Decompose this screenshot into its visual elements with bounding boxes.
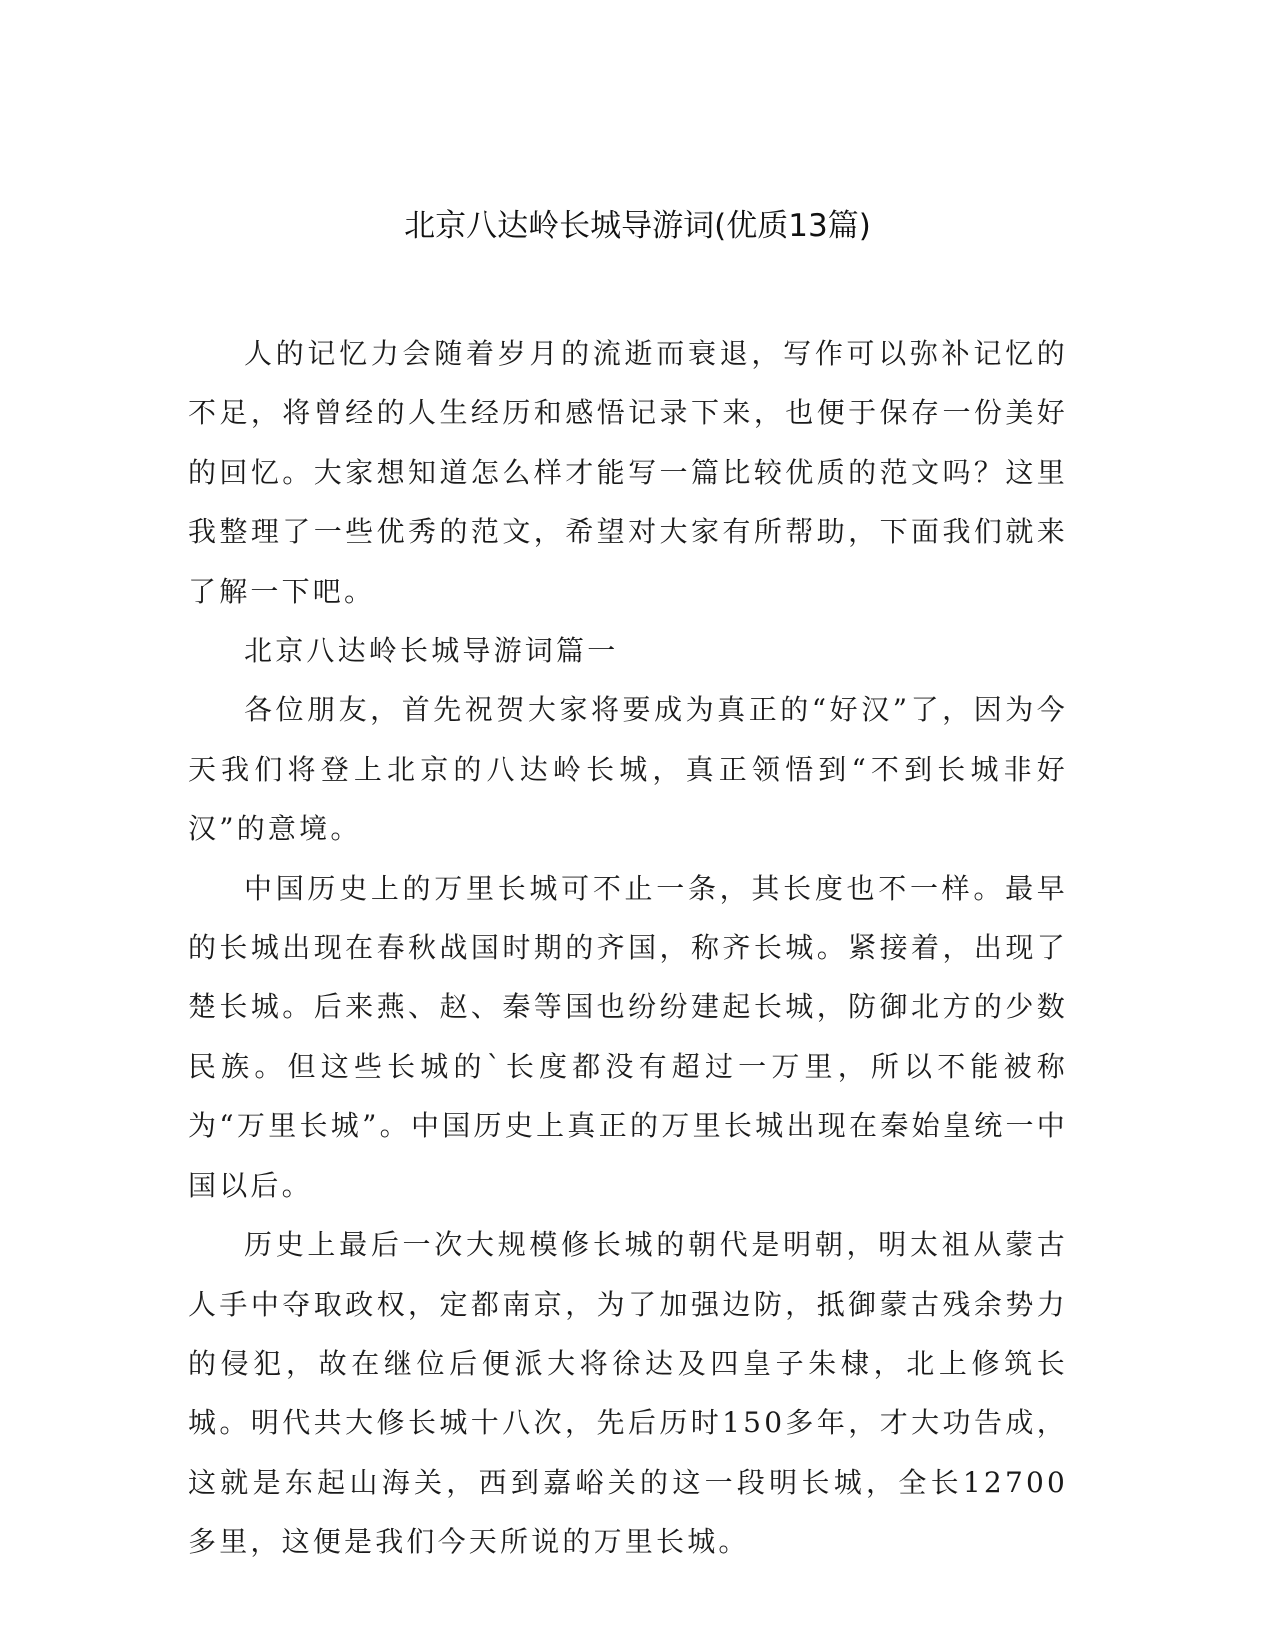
ming-dynasty-paragraph: 历史上最后一次大规模修长城的朝代是明朝，明太祖从蒙古人手中夺取政权，定都南京，为了加强边防，抵御蒙古残余势力的侵犯，故在继位后便派大将徐达及四皇子朱棣，北上修筑长城。明代共大修长城十八次，先后历时150多年，才大功告成，这就是东起山海关，西到嘉峪关的这一段明长城，全长12700多里，这便是我们今天所说的万里长城。: [188, 1228, 1068, 1559]
section-heading: 北京八达岭长城导游词篇一: [244, 634, 619, 668]
document-body: [188, 324, 1068, 1572]
greeting-paragraph: 各位朋友，首先祝贺大家将要成为真正的“好汉”了，因为今天我们将登上北京的八达岭长城，真正领悟到“不到长城非好汉”的意境。: [188, 693, 1068, 846]
history-paragraph: 中国历史上的万里长城可不止一条，其长度也不一样。最早的长城出现在春秋战国时期的齐国，称齐长城。紧接着，出现了楚长城。后来燕、赵、秦等国也纷纷建起长城，防御北方的少数民族。但这些长城的`长度都没有超过一万里，所以不能被称为“万里长城”。中国历史上真正的万里长城出现在秦始皇统一中国以后。: [188, 871, 1068, 1202]
document-title: 北京八达岭长城导游词(优质13篇): [404, 208, 871, 244]
intro-paragraph: 人的记忆力会随着岁月的流逝而衰退，写作可以弥补记忆的不足，将曾经的人生经历和感悟记录下来，也便于保存一份美好的回忆。大家想知道怎么样才能写一篇比较优质的范文吗？这里我整理了一些优秀的范文，希望对大家有所帮助，下面我们就来了解一下吧。: [188, 337, 1068, 608]
